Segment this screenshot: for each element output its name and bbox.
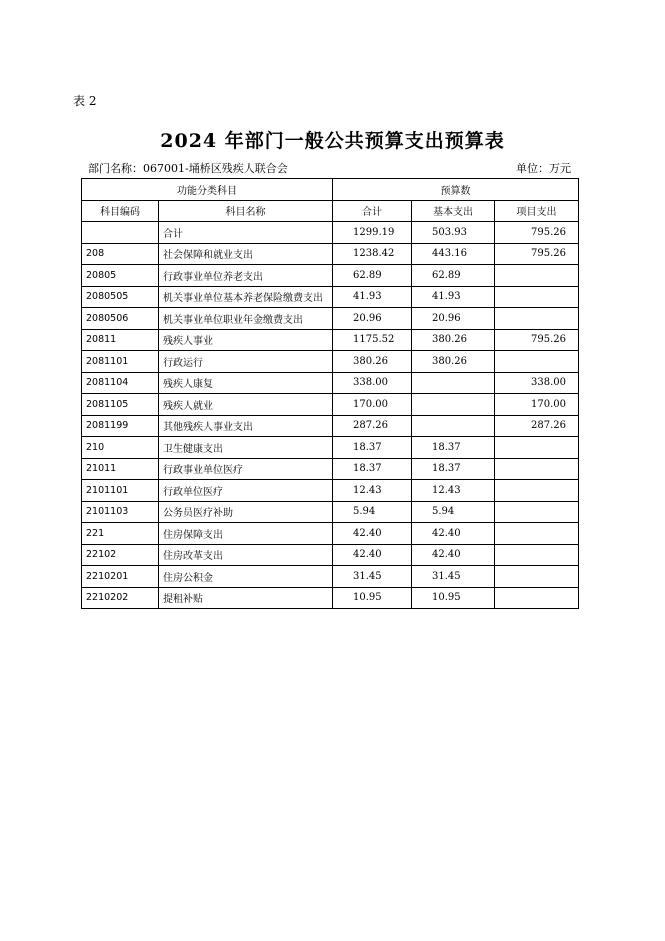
cell-project bbox=[495, 544, 579, 566]
cell-total: 42.40 bbox=[333, 544, 412, 566]
cell-basic: 380.26 bbox=[412, 329, 495, 351]
cell-project: 795.26 bbox=[495, 222, 579, 244]
cell-code: 2081104 bbox=[82, 372, 159, 394]
table-body bbox=[82, 222, 579, 609]
cell-name: 行政运行 bbox=[159, 351, 333, 373]
cell-total: 18.37 bbox=[333, 437, 412, 459]
cell-name: 其他残疾人事业支出 bbox=[159, 415, 333, 437]
cell-name: 残疾人事业 bbox=[159, 329, 333, 351]
cell-basic: 5.94 bbox=[412, 501, 495, 523]
cell-name: 提租补贴 bbox=[159, 587, 333, 609]
cell-basic: 41.93 bbox=[412, 286, 495, 308]
cell-basic: 10.95 bbox=[412, 587, 495, 609]
cell-project bbox=[495, 501, 579, 523]
page-title: 2024 年部门一般公共预算支出预算表 bbox=[160, 130, 505, 152]
unit-label: 单位：万元 bbox=[516, 162, 571, 175]
table-row bbox=[82, 308, 579, 330]
table-row bbox=[82, 372, 579, 394]
cell-basic: 503.93 bbox=[412, 222, 495, 244]
cell-name: 住房公积金 bbox=[159, 566, 333, 588]
cell-total: 338.00 bbox=[333, 372, 412, 394]
cell-basic: 443.16 bbox=[412, 243, 495, 265]
cell-total: 12.43 bbox=[333, 480, 412, 502]
cell-project: 338.00 bbox=[495, 372, 579, 394]
cell-code: 208 bbox=[82, 243, 159, 265]
cell-name: 合计 bbox=[159, 222, 333, 244]
table-row bbox=[82, 351, 579, 373]
header-project: 项目支出 bbox=[495, 200, 579, 222]
department-label: 部门名称：067001-埇桥区残疾人联合会 bbox=[88, 162, 288, 175]
cell-basic bbox=[412, 394, 495, 416]
table-row bbox=[82, 523, 579, 545]
cell-basic bbox=[412, 372, 495, 394]
cell-project bbox=[495, 523, 579, 545]
cell-project bbox=[495, 587, 579, 609]
cell-code: 20805 bbox=[82, 265, 159, 287]
table-row bbox=[82, 286, 579, 308]
cell-project bbox=[495, 458, 579, 480]
header-budget-amount: 预算数 bbox=[333, 179, 579, 201]
cell-code: 2080506 bbox=[82, 308, 159, 330]
cell-total: 5.94 bbox=[333, 501, 412, 523]
cell-basic bbox=[412, 415, 495, 437]
cell-project bbox=[495, 480, 579, 502]
table-row bbox=[82, 458, 579, 480]
cell-name: 残疾人康复 bbox=[159, 372, 333, 394]
cell-code: 22102 bbox=[82, 544, 159, 566]
cell-basic: 62.89 bbox=[412, 265, 495, 287]
cell-basic: 18.37 bbox=[412, 458, 495, 480]
cell-name: 住房改革支出 bbox=[159, 544, 333, 566]
table-row bbox=[82, 222, 579, 244]
header-functional-classification: 功能分类科目 bbox=[82, 179, 333, 201]
table-row bbox=[82, 265, 579, 287]
cell-project bbox=[495, 265, 579, 287]
header-code: 科目编码 bbox=[82, 200, 159, 222]
cell-total: 42.40 bbox=[333, 523, 412, 545]
header-name: 科目名称 bbox=[159, 200, 333, 222]
cell-code: 2081199 bbox=[82, 415, 159, 437]
budget-table bbox=[81, 178, 579, 609]
cell-code: 2210202 bbox=[82, 587, 159, 609]
cell-project bbox=[495, 437, 579, 459]
cell-total: 18.37 bbox=[333, 458, 412, 480]
cell-code: 2210201 bbox=[82, 566, 159, 588]
cell-code: 2101101 bbox=[82, 480, 159, 502]
cell-name: 残疾人就业 bbox=[159, 394, 333, 416]
header-basic: 基本支出 bbox=[412, 200, 495, 222]
header-group-row bbox=[82, 179, 579, 201]
cell-name: 行政单位医疗 bbox=[159, 480, 333, 502]
cell-basic: 20.96 bbox=[412, 308, 495, 330]
table-row bbox=[82, 587, 579, 609]
cell-code: 2080505 bbox=[82, 286, 159, 308]
cell-code: 20811 bbox=[82, 329, 159, 351]
cell-name: 行政事业单位医疗 bbox=[159, 458, 333, 480]
cell-total: 41.93 bbox=[333, 286, 412, 308]
cell-total: 1175.52 bbox=[333, 329, 412, 351]
cell-name: 社会保障和就业支出 bbox=[159, 243, 333, 265]
cell-basic: 12.43 bbox=[412, 480, 495, 502]
cell-total: 31.45 bbox=[333, 566, 412, 588]
table-row bbox=[82, 437, 579, 459]
cell-name: 住房保障支出 bbox=[159, 523, 333, 545]
cell-code: 210 bbox=[82, 437, 159, 459]
cell-total: 287.26 bbox=[333, 415, 412, 437]
cell-name: 行政事业单位养老支出 bbox=[159, 265, 333, 287]
cell-name: 机关事业单位基本养老保险缴费支出 bbox=[159, 286, 333, 308]
cell-project bbox=[495, 566, 579, 588]
cell-project bbox=[495, 351, 579, 373]
cell-basic: 31.45 bbox=[412, 566, 495, 588]
cell-total: 380.26 bbox=[333, 351, 412, 373]
cell-code bbox=[82, 222, 159, 244]
cell-code: 2101103 bbox=[82, 501, 159, 523]
cell-code: 21011 bbox=[82, 458, 159, 480]
cell-project: 795.26 bbox=[495, 243, 579, 265]
cell-code: 2081101 bbox=[82, 351, 159, 373]
cell-name: 机关事业单位职业年金缴费支出 bbox=[159, 308, 333, 330]
cell-project: 170.00 bbox=[495, 394, 579, 416]
cell-total: 10.95 bbox=[333, 587, 412, 609]
cell-name: 卫生健康支出 bbox=[159, 437, 333, 459]
table-row bbox=[82, 501, 579, 523]
table-number: 表 2 bbox=[73, 94, 97, 108]
table-row bbox=[82, 243, 579, 265]
cell-total: 1238.42 bbox=[333, 243, 412, 265]
cell-total: 20.96 bbox=[333, 308, 412, 330]
table-row bbox=[82, 566, 579, 588]
table-row bbox=[82, 415, 579, 437]
table-row bbox=[82, 394, 579, 416]
cell-basic: 380.26 bbox=[412, 351, 495, 373]
table-row bbox=[82, 544, 579, 566]
cell-basic: 18.37 bbox=[412, 437, 495, 459]
cell-total: 170.00 bbox=[333, 394, 412, 416]
cell-code: 221 bbox=[82, 523, 159, 545]
cell-project bbox=[495, 308, 579, 330]
cell-project bbox=[495, 286, 579, 308]
cell-total: 62.89 bbox=[333, 265, 412, 287]
cell-project: 795.26 bbox=[495, 329, 579, 351]
cell-name: 公务员医疗补助 bbox=[159, 501, 333, 523]
table-row bbox=[82, 329, 579, 351]
cell-code: 2081105 bbox=[82, 394, 159, 416]
cell-basic: 42.40 bbox=[412, 523, 495, 545]
cell-total: 1299.19 bbox=[333, 222, 412, 244]
cell-project: 287.26 bbox=[495, 415, 579, 437]
header-column-row bbox=[82, 200, 579, 222]
table-row bbox=[82, 480, 579, 502]
header-total: 合计 bbox=[333, 200, 412, 222]
cell-basic: 42.40 bbox=[412, 544, 495, 566]
